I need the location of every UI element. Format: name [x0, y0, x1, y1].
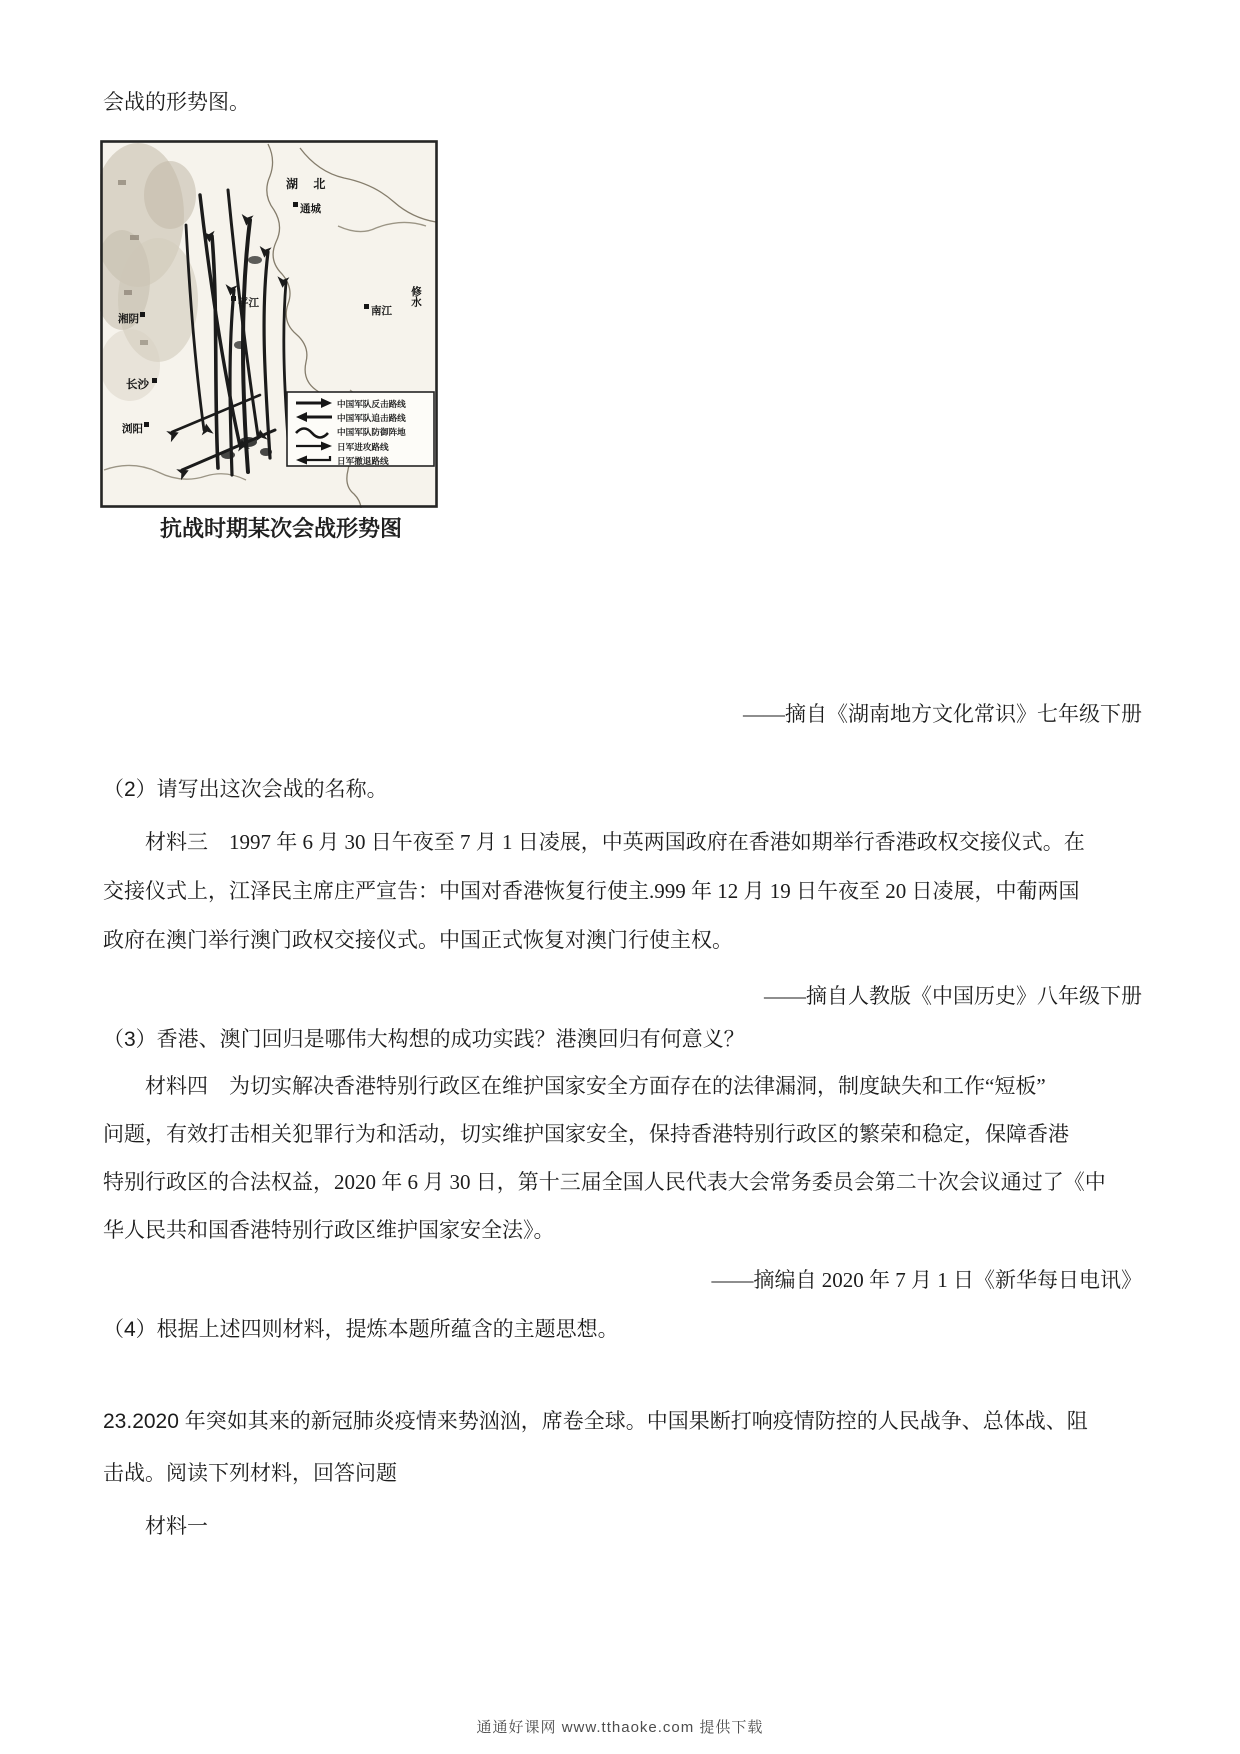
- map-label-liuyang: 浏阳: [122, 423, 143, 435]
- battle-map: [100, 140, 438, 508]
- legend-label-defense: 中国军队防御阵地: [337, 427, 406, 437]
- map-legend: [287, 392, 434, 466]
- question-2: （2）请写出这次会战的名称。: [103, 778, 388, 801]
- map-label-xiushui: 修水: [410, 286, 422, 307]
- legend-label-japanese-retreat: 日军撤退路线: [337, 456, 389, 466]
- legend-label-pursuit: 中国军队追击路线: [337, 413, 406, 423]
- map-caption: 抗战时期某次会战形势图: [159, 516, 402, 541]
- material-4-line-1: 材料四 为切实解决香港特别行政区在维护国家安全方面存在的法律漏洞，制度缺失和工作“短板”: [145, 1074, 1046, 1098]
- source-citation-1: ——摘自《湖南地方文化常识》七年级下册: [743, 702, 1142, 726]
- map-label-hubei: 湖 北: [286, 177, 332, 191]
- material-4-line-3: 特别行政区的合法权益，2020 年 6 月 30 日，第十三届全国人民代表大会常务委员会第二十次会议通过了《中: [103, 1170, 1106, 1194]
- question-23-line-2: 击战。阅读下列材料，回答问题: [103, 1462, 397, 1485]
- map-label-nanjiang: 南江: [371, 305, 392, 317]
- map-label-xiangyin: 湘阴: [118, 313, 139, 325]
- source-citation-3: ——摘编自 2020 年 7 月 1 日《新华每日电讯》: [711, 1268, 1142, 1292]
- material-3-line-2: 交接仪式上，江泽民主席庄严宣告：中国对香港恢复行使主.999 年 12 月 19 日午夜至 20 日凌展，中葡两国: [103, 879, 1080, 903]
- map-label-changsha: 长沙: [126, 379, 149, 391]
- question-23-line-1: 23.2020 年突如其来的新冠肺炎疫情来势汹汹，席卷全球。中国果断打响疫情防控的人民战争、总体战、阻: [103, 1410, 1088, 1433]
- material-1-label: 材料一: [145, 1514, 208, 1538]
- legend-label-japanese-attack: 日军进攻路线: [337, 442, 389, 452]
- material-4-line-2: 问题，有效打击相关犯罪行为和活动，切实维护国家安全，保持香港特别行政区的繁荣和稳定，保障香港: [103, 1122, 1069, 1146]
- material-3-line-1: 材料三 1997 年 6 月 30 日午夜至 7 月 1 日凌展，中英两国政府在香港如期举行香港政权交接仪式。在: [145, 830, 1085, 854]
- map-label-tongcheng: 通城: [300, 203, 321, 215]
- question-4: （4）根据上述四则材料，提炼本题所蕴含的主题思想。: [103, 1318, 619, 1341]
- material-3-line-3: 政府在澳门举行澳门政权交接仪式。中国正式恢复对澳门行使主权。: [103, 928, 733, 952]
- page-footer: 通通好课网 www.tthaoke.com 提供下载: [476, 1719, 764, 1736]
- legend-label-counterattack: 中国军队反击路线: [337, 399, 406, 409]
- material-4-line-4: 华人民共和国香港特别行政区维护国家安全法》。: [103, 1218, 555, 1242]
- source-citation-2: ——摘自人教版《中国历史》八年级下册: [764, 984, 1142, 1008]
- intro-line: 会战的形势图。: [103, 90, 250, 114]
- question-3: （3）香港、澳门回归是哪伟大构想的成功实践？港澳回归有何意义？: [103, 1028, 745, 1051]
- map-label-pingjiang: 平江: [238, 297, 259, 309]
- battle-map-figure: [100, 140, 438, 508]
